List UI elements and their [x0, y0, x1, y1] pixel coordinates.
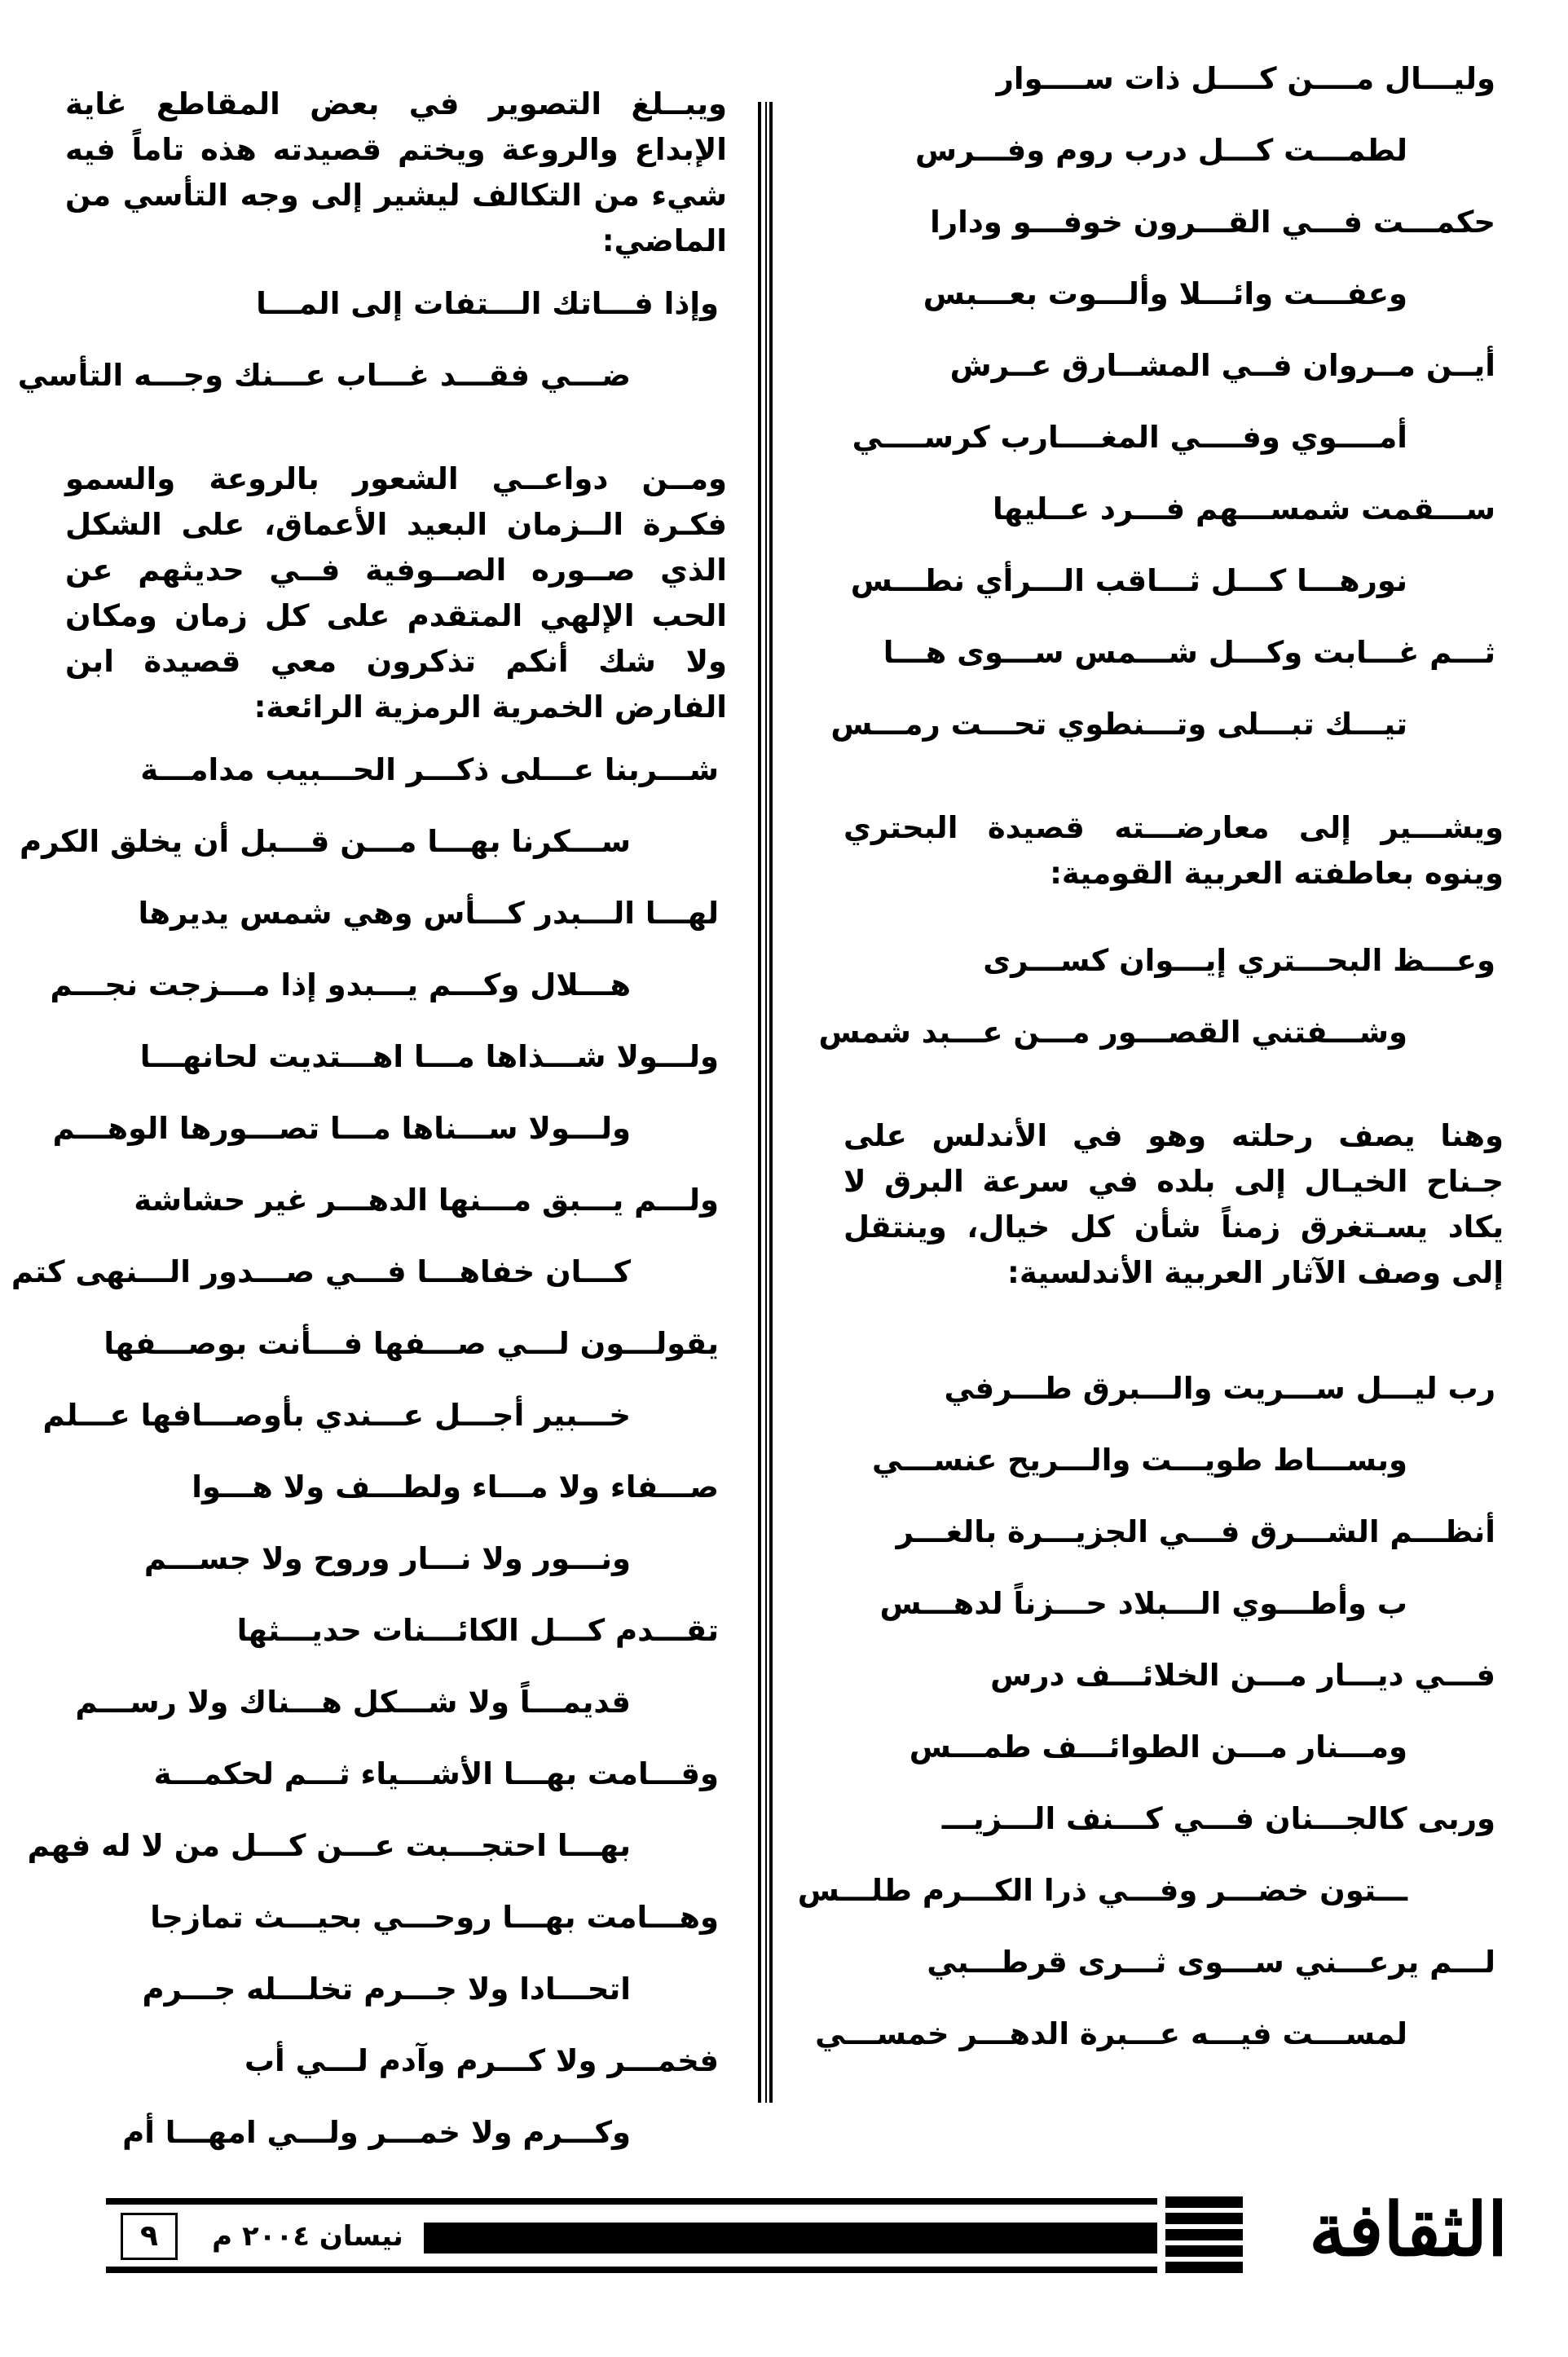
footer-bar [424, 2223, 1157, 2253]
verse-line: لـــم يرعـــني ســـوى ثـــرى قرطـــبي [927, 1945, 1495, 1980]
verse-line: بهـــا احتجـــبت عـــن كـــل من لا له فهم [27, 1828, 631, 1863]
logo-stripes-icon [1165, 2196, 1243, 2275]
verse-line: خـــبير أجـــل عـــندي بأوصـــافها عـــلم [42, 1398, 631, 1433]
verse-line: رب ليـــل ســـريت والـــبرق طـــرفي [944, 1371, 1495, 1406]
magazine-logo: الثقافة [1309, 2187, 1508, 2273]
verse-line: يقولـــون لـــي صـــفها فـــأنت بوصـــفها [104, 1326, 719, 1361]
verse-line: ولـــم يـــبق مـــنها الدهـــر غير حشاشة [134, 1183, 719, 1218]
verse-line: شـــربنا عـــلى ذكـــر الحـــبيب مدامـــة [140, 752, 719, 787]
verse-line: وعـــظ البحـــتري إيـــوان كســـرى [983, 943, 1495, 978]
magazine-logo-block [1165, 2187, 1508, 2275]
verse-line: صـــفاء ولا مـــاء ولطـــف ولا هـــوا [192, 1469, 719, 1505]
verse-line: ضـــي فقـــد غـــاب عـــنك وجـــه التأسي [17, 358, 631, 393]
column-divider [758, 102, 773, 2103]
verse-line: ونـــور ولا نـــار وروح ولا جســـم [143, 1541, 631, 1576]
verse-line: ولـــولا ســـناها مـــا تصـــورها الوهـــم [52, 1111, 631, 1146]
verse-line: وعفـــت وائـــلا وألـــوت بعـــبس [923, 276, 1407, 311]
verse-line: أنظـــم الشـــرق فـــي الجزيـــرة بالغـــر [896, 1514, 1495, 1549]
verse-line: ومـــنار مـــن الطوائـــف طمـــس [909, 1729, 1407, 1764]
footer-rule [106, 2267, 1157, 2273]
verse-line: هـــلال وكـــم يـــبدو إذا مـــزجت نجـــم [50, 967, 631, 1002]
verse-line: وقـــامت بهـــا الأشـــياء ثـــم لحكمـــة [153, 1756, 719, 1791]
prose-paragraph: ويبــلغ التصوير في بعض المقاطع غاية الإبداع والروعة ويختم قصيدته هذه تاماً فيه شيء من التكالف ليشير إلى وجه التأسي من الماضي: [65, 86, 727, 258]
verse-line: لهـــا الـــبدر كـــأس وهي شمس يديرها [138, 896, 719, 931]
verse-line: كـــان خفاهـــا فـــي صـــدور الـــنهى كتم [11, 1254, 631, 1289]
verse-line: فخمـــر ولا كـــرم وآدم لـــي أب [244, 2043, 719, 2078]
verse-line: ثـــم غـــابت وكـــل شـــمس ســـوى هـــا [883, 635, 1495, 670]
verse-line: وهـــامت بهـــا روحـــي بحيـــث تمازجا [150, 1900, 719, 1935]
verse-line: أمــــوي وفــــي المغــــارب كرســــي [852, 420, 1407, 455]
verse-line: اتحـــادا ولا جـــرم تخلـــله جـــرم [142, 1972, 631, 2007]
verse-line: وكـــرم ولا خمـــر ولـــي امهـــا أم [122, 2115, 631, 2150]
verse-line: وليـــال مــــن كــــل ذات ســــوار [996, 61, 1495, 96]
verse-line: حكمـــت فـــي القـــرون خوفـــو ودارا [930, 205, 1495, 240]
prose-paragraph: وهنا يصف رحلته وهو في الأندلس على جـناح الخيـال إلى بلده في سرعة البرق لا يكاد يسـتغرق زمناً شأن كل خيال، وينتقل إلى وصف الآثار العربية الأندلسية: [843, 1118, 1504, 1290]
verse-line: تقـــدم كـــل الكائـــنات حديـــثها [236, 1613, 719, 1648]
verse-line: وإذا فـــاتك الـــتفات إلى المـــا [256, 286, 719, 321]
verse-line: ولـــولا شـــذاها مـــا اهـــتديت لحانهـــا [139, 1039, 719, 1074]
page-number: ٩ [121, 2213, 178, 2260]
verse-line: وربى كالجـــنان فـــي كـــنف الـــزيـــ [941, 1801, 1495, 1836]
prose-paragraph: ومــن دواعــي الشعور بالروعة والسمو فكـرة الــزمان البعيد الأعماق، على الشكل الذي صــوره الصــوفية فــي حديثهم عن الحب الإلهي المتقدم على كل زمان ومكان ولا شك أنكم تذكرون معي قصيدة ابن الفارض الخمرية الرمزية الرائعة: [65, 461, 727, 725]
verse-line: ســـقمت شمســـهم فـــرد عــليها [992, 491, 1495, 526]
verse-line: نورهـــا كـــل ثـــاقب الـــرأي نطـــس [850, 563, 1407, 598]
verse-line: قديمـــاً ولا شـــكل هـــناك ولا رســـم [75, 1685, 631, 1720]
right-column [797, 61, 1504, 2090]
verse-line: تيـــك تبـــلى وتـــنطوي تحـــت رمـــس [830, 707, 1407, 742]
verse-line: لطمـــت كـــل درب روم وفـــرس [915, 133, 1407, 168]
issue-date: نيسان ٢٠٠٤ م [212, 2220, 403, 2253]
verse-line: ب وأطـــوي الـــبلاد حـــزناً لدهـــس [879, 1586, 1407, 1621]
verse-line: أيــن مــروان فــي المشــارق عــرش [949, 348, 1495, 383]
verse-line: فـــي ديـــار مـــن الخلائـــف درس [990, 1658, 1495, 1693]
verse-line: وبســـاط طويـــت والـــريح عنســـي [872, 1443, 1407, 1478]
verse-line: ـــتون خضـــر وفـــي ذرا الكـــرم طلـــس [797, 1873, 1407, 1908]
footer-rule [106, 2198, 1157, 2205]
page-footer [106, 2187, 1508, 2278]
verse-line: وشـــفتني القصـــور مـــن عـــبد شمس [818, 1015, 1407, 1050]
left-column [11, 82, 727, 2189]
verse-line: ســـكرنا بهـــا مـــن قـــبل أن يخلق الكرم [19, 824, 631, 859]
verse-line: لمســـت فيـــه عـــبرة الدهـــر خمســـي [815, 2016, 1407, 2051]
prose-paragraph: ويشـــير إلى معارضـــته قصيدة البحتري وينوه بعاطفته العربية القومية: [843, 810, 1504, 891]
